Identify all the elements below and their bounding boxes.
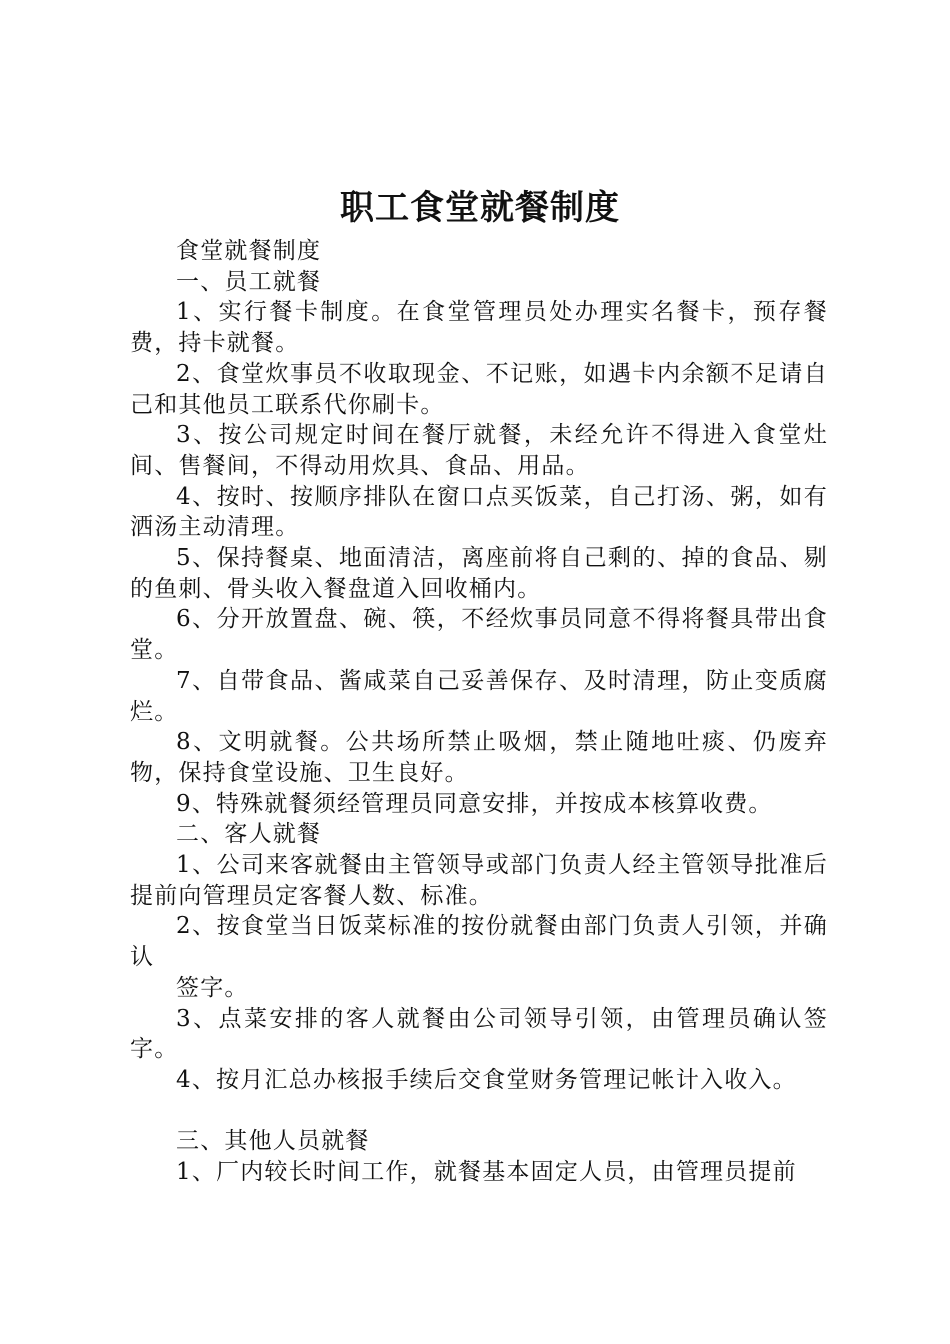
paragraph: 3、点菜安排的客人就餐由公司领导引领，由管理员确认签字。 [130,1005,828,1063]
paragraph: 2、按食堂当日饭菜标准的按份就餐由部门负责人引领，并确认 [130,913,828,971]
blank-line [130,1096,828,1127]
section-heading-employee: 一、员工就餐 [176,268,322,295]
paragraph: 9、特殊就餐须经管理员同意安排，并按成本核算收费。 [176,790,773,817]
paragraph: 1、厂内较长时间工作，就餐基本固定人员，由管理员提前 [176,1159,797,1186]
section-heading-others: 三、其他人员就餐 [176,1128,370,1155]
paragraph: 5、保持餐桌、地面清洁，离座前将自己剩的、掉的食品、剔的鱼刺、骨头收入餐盘道入回收桶内。 [130,545,828,602]
paragraph: 3、按公司规定时间在餐厅就餐，未经允许不得进入食堂灶间、售餐间，不得动用炊具、食品、用品。 [130,422,828,479]
paragraph: 1、公司来客就餐由主管领导或部门负责人经主管领导批准后提前向管理员定客餐人数、标准。 [130,852,828,909]
paragraph: 签字。 [176,974,249,1001]
document-title: 职工食堂就餐制度 [340,188,620,228]
paragraph-subtitle: 食堂就餐制度 [176,238,322,264]
paragraph: 4、按月汇总办核报手续后交食堂财务管理记帐计入收入。 [176,1066,797,1093]
paragraph: 2、食堂炊事员不收取现金、不记账，如遇卡内余额不足请自己和其他员工联系代你刷卡。 [130,360,828,418]
paragraph: 8、文明就餐。公共场所禁止吸烟，禁止随地吐痰、仍废弃物，保持食堂设施、卫生良好。 [130,729,828,786]
section-heading-guest: 二、客人就餐 [176,821,322,848]
paragraph: 1、实行餐卡制度。在食堂管理员处办理实名餐卡，预存餐费，持卡就餐。 [130,299,828,357]
paragraph: 6、分开放置盘、碗、筷，不经炊事员同意不得将餐具带出食堂。 [130,606,828,664]
paragraph: 4、按时、按顺序排队在窗口点买饭菜，自己打汤、粥，如有洒汤主动清理。 [130,483,828,541]
paragraph: 7、自带食品、酱咸菜自己妥善保存、及时清理，防止变质腐烂。 [130,667,828,725]
document-body [130,236,828,1188]
